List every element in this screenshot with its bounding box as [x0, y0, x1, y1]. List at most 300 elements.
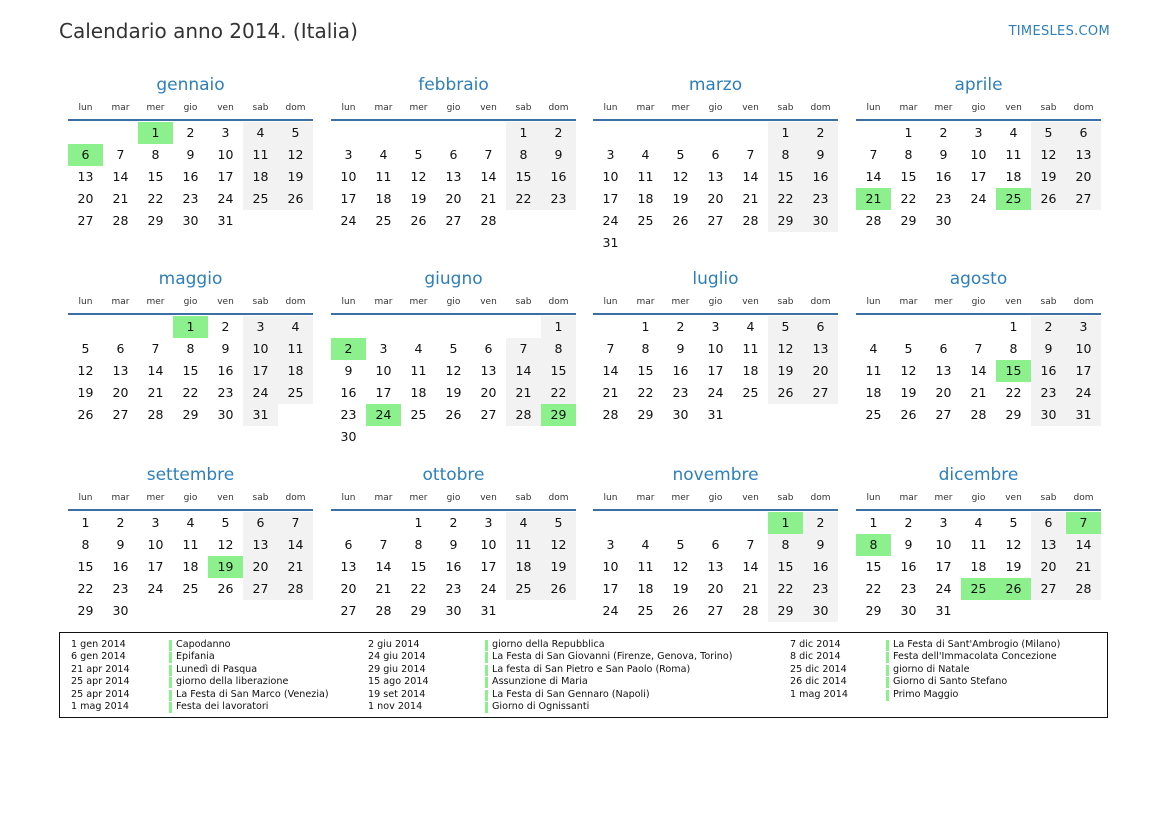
empty-cell	[628, 122, 663, 144]
weekday-label: mer	[409, 103, 428, 113]
day-cell: 30	[672, 407, 689, 422]
day-cell: 29	[900, 213, 917, 228]
day-cell: 23	[900, 581, 917, 596]
weekday-label: lun	[78, 493, 93, 503]
page-title: Calendario anno 2014. (Italia)	[59, 19, 358, 43]
holiday-day: 6	[68, 144, 103, 166]
day-cell: 6	[449, 147, 458, 162]
day-cell: 15	[410, 559, 427, 574]
day-cell: 24	[602, 603, 619, 618]
day-cell: 17	[340, 191, 357, 206]
day-cell: 24	[340, 213, 357, 228]
legend-name: La Festa di Sant'Ambrogio (Milano)	[893, 639, 1061, 650]
day-cell: 5	[904, 341, 913, 356]
weekday-label: dom	[285, 103, 306, 113]
day-cell: 30	[803, 600, 838, 622]
weekday-label: ven	[742, 297, 759, 307]
day-cell: 7	[869, 147, 878, 162]
day-cell: 7	[278, 512, 313, 534]
empty-cell	[663, 122, 698, 144]
legend-marker	[485, 652, 488, 663]
day-cell: 5	[541, 512, 576, 534]
weekday-label: sab	[1040, 493, 1057, 503]
day-cell: 3	[606, 537, 615, 552]
days-grid	[68, 511, 313, 622]
weekday-label: dom	[285, 493, 306, 503]
holiday-day: 25	[996, 188, 1031, 210]
legend-date: 19 set 2014	[368, 688, 426, 700]
weekday-label: mar	[374, 103, 393, 113]
day-cell: 30	[935, 213, 952, 228]
weekday-label: gio	[708, 297, 723, 307]
day-cell: 26	[900, 407, 917, 422]
empty-cell	[103, 122, 138, 144]
day-cell: 13	[1031, 534, 1066, 556]
weekday-label: ven	[480, 493, 497, 503]
day-cell: 17	[707, 363, 724, 378]
day-cell: 23	[340, 407, 357, 422]
day-cell: 7	[116, 147, 125, 162]
day-cell: 26	[410, 213, 427, 228]
month-title: marzo	[688, 75, 743, 95]
empty-cell	[891, 316, 926, 338]
weekday-label: dom	[548, 493, 569, 503]
site-link[interactable]: TIMESLES.COM	[1008, 24, 1110, 39]
day-cell: 16	[1031, 360, 1066, 382]
empty-cell	[68, 316, 103, 338]
day-cell: 28	[375, 603, 392, 618]
day-cell: 10	[935, 537, 952, 552]
day-cell: 14	[375, 559, 392, 574]
day-cell: 11	[182, 537, 199, 552]
day-cell: 22	[506, 188, 541, 210]
month-giugno	[331, 268, 576, 448]
day-cell: 29	[77, 603, 94, 618]
day-cell: 12	[768, 338, 803, 360]
day-cell: 17	[375, 385, 392, 400]
day-cell: 11	[278, 338, 313, 360]
legend-date: 2 giu 2014	[368, 639, 420, 650]
day-cell: 18	[742, 363, 759, 378]
day-cell: 23	[182, 191, 199, 206]
day-cell: 31	[935, 603, 952, 618]
day-cell: 17	[217, 169, 234, 184]
holiday-day: 26	[996, 578, 1031, 600]
day-cell: 20	[803, 360, 838, 382]
day-cell: 16	[803, 556, 838, 578]
day-cell: 19	[541, 556, 576, 578]
day-cell: 22	[900, 191, 917, 206]
day-cell: 21	[278, 556, 313, 578]
weekday-label: lun	[603, 297, 618, 307]
day-cell: 14	[506, 360, 541, 382]
month-title: novembre	[672, 465, 759, 485]
day-cell: 14	[1066, 534, 1101, 556]
holiday-day: 21	[856, 188, 891, 210]
empty-cell	[401, 122, 436, 144]
day-cell: 4	[746, 319, 755, 334]
day-cell: 31	[243, 404, 278, 426]
day-cell: 8	[414, 537, 423, 552]
day-cell: 19	[672, 191, 689, 206]
day-cell: 21	[742, 191, 759, 206]
day-cell: 12	[672, 169, 689, 184]
month-title: febbraio	[418, 75, 489, 95]
day-cell: 17	[935, 559, 952, 574]
day-cell: 8	[904, 147, 913, 162]
day-cell: 14	[742, 559, 759, 574]
weekday-header	[856, 99, 1101, 121]
day-cell: 25	[865, 407, 882, 422]
day-cell: 5	[1009, 515, 1018, 530]
day-cell: 30	[217, 407, 234, 422]
legend-marker	[169, 640, 172, 651]
day-cell: 1	[869, 515, 878, 530]
days-grid	[331, 121, 576, 232]
holiday-day: 24	[366, 404, 401, 426]
empty-cell	[471, 316, 506, 338]
day-cell: 28	[602, 407, 619, 422]
day-cell: 2	[449, 515, 458, 530]
day-cell: 23	[112, 581, 129, 596]
day-cell: 3	[974, 125, 983, 140]
day-cell: 25	[243, 188, 278, 210]
day-cell: 19	[445, 385, 462, 400]
day-cell: 27	[340, 603, 357, 618]
day-cell: 1	[641, 319, 650, 334]
weekday-label: lun	[603, 493, 618, 503]
legend-marker	[169, 677, 172, 688]
day-cell: 12	[217, 537, 234, 552]
day-cell: 20	[1066, 166, 1101, 188]
legend-date: 1 mag 2014	[790, 688, 848, 700]
day-cell: 10	[375, 363, 392, 378]
day-cell: 3	[1066, 316, 1101, 338]
day-cell: 29	[1005, 407, 1022, 422]
day-cell: 13	[480, 363, 497, 378]
empty-cell	[628, 512, 663, 534]
legend-date: 25 dic 2014	[790, 663, 847, 675]
holiday-day: 2	[331, 338, 366, 360]
legend-marker	[169, 652, 172, 663]
weekday-label: gio	[446, 103, 461, 113]
day-cell: 20	[112, 385, 129, 400]
weekday-label: mar	[899, 103, 918, 113]
day-cell: 3	[243, 316, 278, 338]
day-cell: 18	[375, 191, 392, 206]
legend-date: 25 apr 2014	[71, 688, 130, 700]
day-cell: 5	[449, 341, 458, 356]
legend-date: 1 nov 2014	[368, 700, 423, 712]
day-cell: 21	[480, 191, 497, 206]
legend-name: La Festa di San Marco (Venezia)	[176, 688, 329, 700]
legend-date: 6 gen 2014	[71, 651, 126, 663]
weekday-label: sab	[1040, 103, 1057, 113]
day-cell: 25	[506, 578, 541, 600]
weekday-header	[593, 489, 838, 511]
legend-name: Festa dell'Immacolata Concezione	[893, 651, 1057, 663]
day-cell: 5	[81, 341, 90, 356]
day-cell: 3	[151, 515, 160, 530]
holiday-day: 1	[173, 316, 208, 338]
day-cell: 7	[746, 537, 755, 552]
day-cell: 7	[974, 341, 983, 356]
day-cell: 25	[375, 213, 392, 228]
day-cell: 29	[768, 600, 803, 622]
day-cell: 7	[606, 341, 615, 356]
weekday-label: mar	[374, 493, 393, 503]
day-cell: 4	[243, 122, 278, 144]
day-cell: 2	[904, 515, 913, 530]
day-cell: 30	[1031, 404, 1066, 426]
legend-date: 7 dic 2014	[790, 639, 841, 650]
day-cell: 10	[602, 169, 619, 184]
weekday-label: sab	[1040, 297, 1057, 307]
day-cell: 10	[243, 338, 278, 360]
legend-date: 25 apr 2014	[71, 676, 130, 688]
weekday-label: mer	[934, 493, 953, 503]
day-cell: 14	[865, 169, 882, 184]
day-cell: 13	[445, 169, 462, 184]
day-cell: 24	[970, 191, 987, 206]
day-cell: 1	[541, 316, 576, 338]
holiday-day: 19	[208, 556, 243, 578]
legend-name: Primo Maggio	[893, 688, 959, 700]
day-cell: 21	[602, 385, 619, 400]
weekday-label: lun	[341, 297, 356, 307]
day-cell: 11	[375, 169, 392, 184]
legend-date: 29 giu 2014	[368, 663, 426, 675]
day-cell: 4	[186, 515, 195, 530]
empty-cell	[471, 122, 506, 144]
empty-cell	[436, 122, 471, 144]
weekday-label: sab	[777, 103, 794, 113]
weekday-label: dom	[810, 493, 831, 503]
weekday-label: dom	[285, 297, 306, 307]
day-cell: 22	[410, 581, 427, 596]
weekday-label: lun	[866, 103, 881, 113]
weekday-label: gio	[446, 297, 461, 307]
empty-cell	[331, 316, 366, 338]
month-ottobre	[331, 464, 576, 622]
day-cell: 21	[506, 382, 541, 404]
day-cell: 10	[970, 147, 987, 162]
day-cell: 28	[506, 404, 541, 426]
days-grid	[331, 511, 576, 622]
weekday-label: mar	[111, 103, 130, 113]
day-cell: 4	[974, 515, 983, 530]
weekday-label: ven	[1005, 493, 1022, 503]
day-cell: 27	[112, 407, 129, 422]
day-cell: 12	[1005, 537, 1022, 552]
days-grid	[593, 121, 838, 254]
day-cell: 18	[637, 191, 654, 206]
day-cell: 30	[340, 429, 357, 444]
weekday-label: sab	[515, 297, 532, 307]
day-cell: 8	[768, 144, 803, 166]
weekday-label: lun	[341, 103, 356, 113]
empty-cell	[68, 122, 103, 144]
day-cell: 21	[375, 581, 392, 596]
day-cell: 16	[900, 559, 917, 574]
day-cell: 18	[278, 360, 313, 382]
weekday-label: mer	[146, 297, 165, 307]
empty-cell	[366, 512, 401, 534]
day-cell: 1	[81, 515, 90, 530]
day-cell: 15	[865, 559, 882, 574]
weekday-header	[68, 293, 313, 315]
weekday-header	[68, 489, 313, 511]
day-cell: 16	[672, 363, 689, 378]
day-cell: 17	[970, 169, 987, 184]
legend-date: 24 giu 2014	[368, 651, 426, 663]
day-cell: 27	[803, 382, 838, 404]
day-cell: 4	[379, 147, 388, 162]
weekday-label: ven	[1005, 103, 1022, 113]
day-cell: 27	[707, 213, 724, 228]
holiday-day: 15	[996, 360, 1031, 382]
day-cell: 10	[602, 559, 619, 574]
day-cell: 11	[637, 169, 654, 184]
day-cell: 13	[243, 534, 278, 556]
day-cell: 18	[182, 559, 199, 574]
month-title: aprile	[954, 75, 1003, 95]
month-title: agosto	[949, 269, 1008, 289]
weekday-label: lun	[866, 493, 881, 503]
day-cell: 16	[112, 559, 129, 574]
day-cell: 17	[480, 559, 497, 574]
day-cell: 6	[116, 341, 125, 356]
day-cell: 24	[602, 213, 619, 228]
day-cell: 2	[186, 125, 195, 140]
day-cell: 31	[1066, 404, 1101, 426]
day-cell: 9	[939, 147, 948, 162]
legend-marker	[886, 640, 889, 651]
day-cell: 29	[182, 407, 199, 422]
weekday-label: mer	[934, 103, 953, 113]
day-cell: 11	[865, 363, 882, 378]
legend-marker	[485, 702, 488, 713]
day-cell: 26	[768, 382, 803, 404]
day-cell: 25	[182, 581, 199, 596]
day-cell: 2	[803, 122, 838, 144]
day-cell: 5	[221, 515, 230, 530]
day-cell: 19	[768, 360, 803, 382]
day-cell: 19	[77, 385, 94, 400]
day-cell: 22	[182, 385, 199, 400]
empty-cell	[733, 512, 768, 534]
days-grid	[331, 315, 576, 448]
day-cell: 16	[182, 169, 199, 184]
day-cell: 8	[81, 537, 90, 552]
day-cell: 12	[672, 559, 689, 574]
month-title: giugno	[424, 269, 483, 289]
weekday-label: mer	[671, 297, 690, 307]
day-cell: 22	[541, 382, 576, 404]
day-cell: 10	[707, 341, 724, 356]
day-cell: 29	[637, 407, 654, 422]
legend-name: Lunedì di Pasqua	[176, 663, 258, 675]
day-cell: 19	[278, 166, 313, 188]
day-cell: 14	[602, 363, 619, 378]
day-cell: 5	[768, 316, 803, 338]
legend-name: Epifania	[176, 651, 215, 663]
day-cell: 26	[541, 578, 576, 600]
weekday-header	[593, 99, 838, 121]
day-cell: 6	[1066, 122, 1101, 144]
day-cell: 18	[970, 559, 987, 574]
days-grid	[593, 315, 838, 426]
weekday-label: gio	[971, 493, 986, 503]
day-cell: 24	[480, 581, 497, 596]
day-cell: 27	[243, 578, 278, 600]
days-grid	[68, 315, 313, 426]
weekday-label: dom	[548, 297, 569, 307]
weekday-label: sab	[515, 103, 532, 113]
weekday-label: mer	[146, 493, 165, 503]
month-title: gennaio	[156, 75, 225, 95]
legend-name: Giorno di Ognissanti	[492, 700, 590, 712]
day-cell: 2	[541, 122, 576, 144]
day-cell: 20	[707, 581, 724, 596]
day-cell: 4	[278, 316, 313, 338]
day-cell: 26	[672, 603, 689, 618]
legend-marker	[169, 665, 172, 676]
day-cell: 17	[243, 360, 278, 382]
day-cell: 10	[1066, 338, 1101, 360]
weekday-label: sab	[252, 103, 269, 113]
day-cell: 25	[637, 213, 654, 228]
day-cell: 20	[1031, 556, 1066, 578]
day-cell: 15	[637, 363, 654, 378]
legend-marker	[886, 665, 889, 676]
day-cell: 26	[77, 407, 94, 422]
weekday-label: ven	[217, 493, 234, 503]
weekday-header	[856, 489, 1101, 511]
weekday-label: lun	[78, 297, 93, 307]
day-cell: 28	[742, 213, 759, 228]
day-cell: 30	[900, 603, 917, 618]
weekday-label: dom	[810, 297, 831, 307]
weekday-header	[593, 293, 838, 315]
empty-cell	[593, 122, 628, 144]
day-cell: 28	[278, 578, 313, 600]
day-cell: 4	[1009, 125, 1018, 140]
weekday-label: mar	[899, 297, 918, 307]
day-cell: 13	[707, 559, 724, 574]
day-cell: 23	[445, 581, 462, 596]
day-cell: 10	[147, 537, 164, 552]
day-cell: 15	[147, 169, 164, 184]
days-grid	[856, 315, 1101, 426]
weekday-label: gio	[708, 493, 723, 503]
weekday-label: gio	[446, 493, 461, 503]
weekday-label: mar	[374, 297, 393, 307]
day-cell: 11	[1005, 147, 1022, 162]
day-cell: 31	[707, 407, 724, 422]
weekday-label: sab	[777, 493, 794, 503]
legend-name: giorno della Repubblica	[492, 639, 605, 650]
day-cell: 27	[1031, 578, 1066, 600]
weekday-label: lun	[78, 103, 93, 113]
day-cell: 3	[711, 319, 720, 334]
day-cell: 2	[803, 512, 838, 534]
day-cell: 22	[865, 581, 882, 596]
day-cell: 15	[768, 556, 803, 578]
legend-date: 8 dic 2014	[790, 651, 841, 663]
weekday-label: gio	[183, 103, 198, 113]
day-cell: 14	[147, 363, 164, 378]
